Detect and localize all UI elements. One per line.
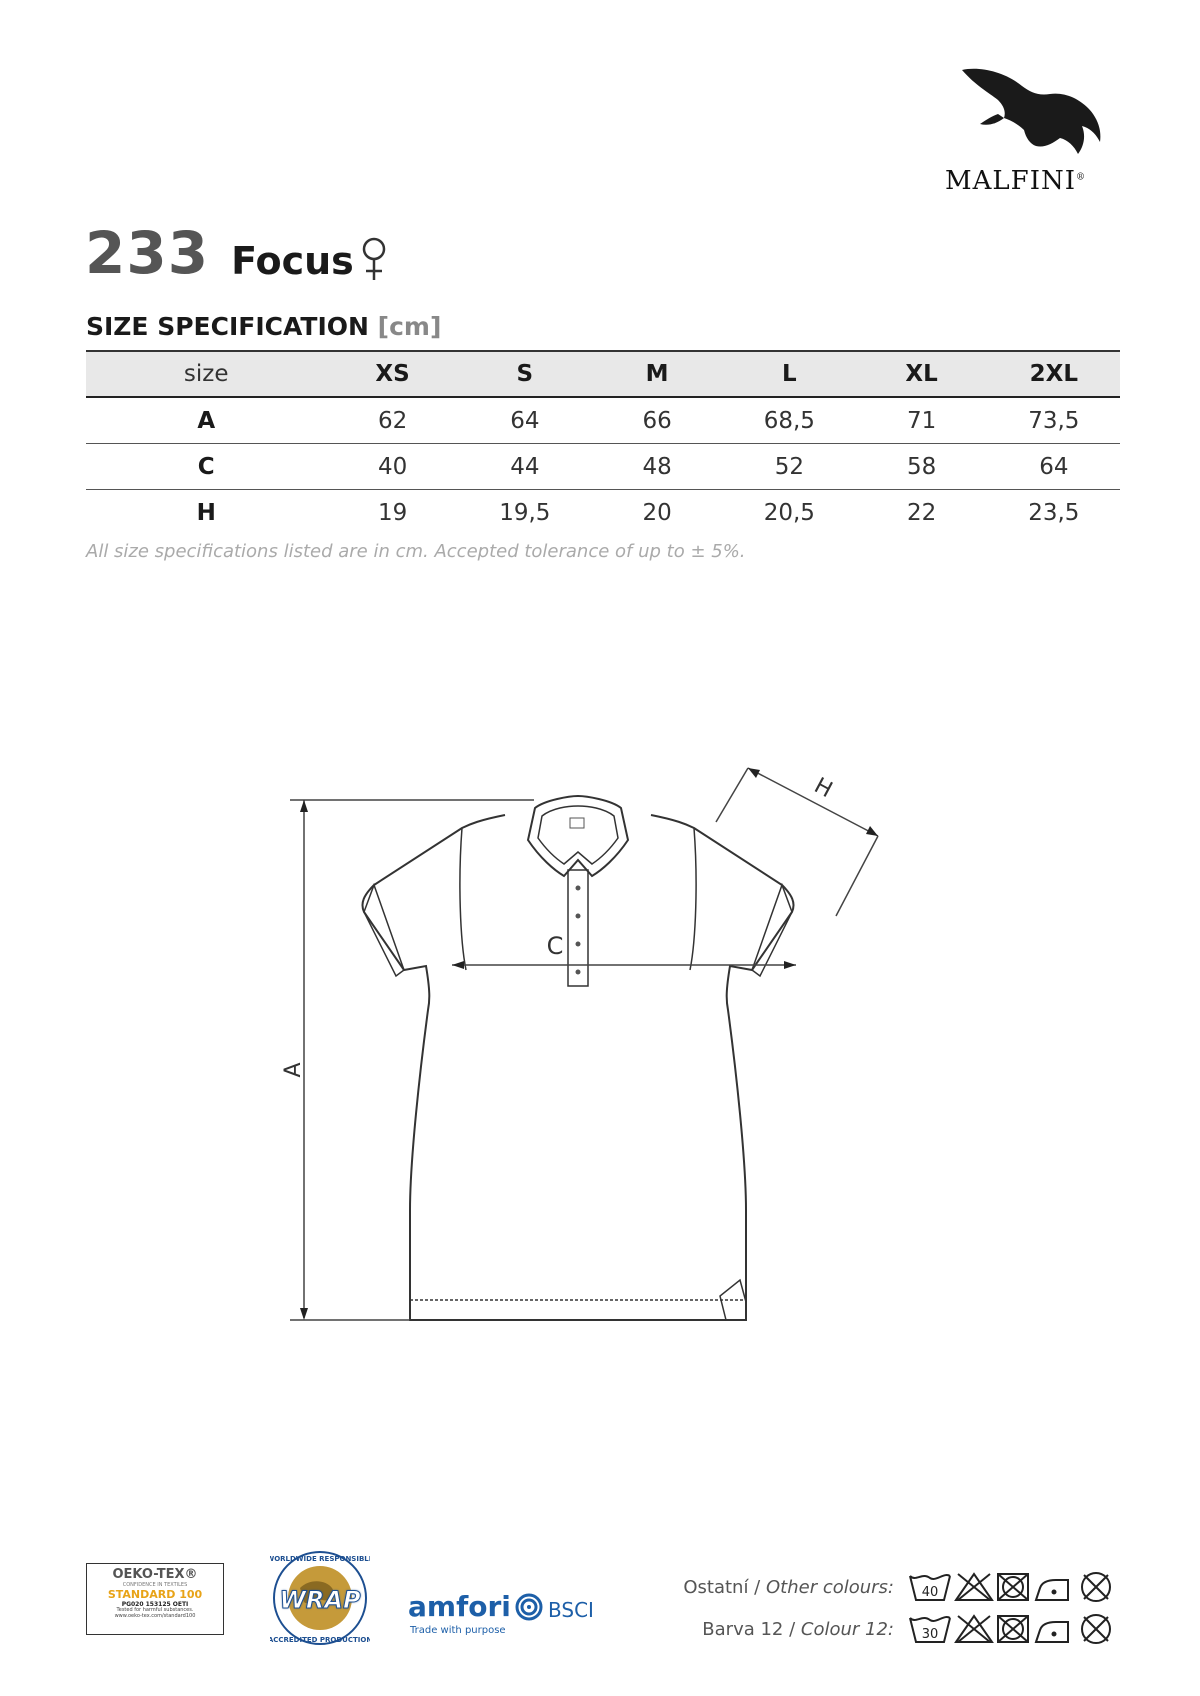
table-cell: 44 xyxy=(459,444,591,490)
wash-temp: 30 xyxy=(921,1627,939,1642)
table-row xyxy=(86,397,1120,444)
amfori-bsci-logo xyxy=(408,1590,598,1640)
table-cell: 58 xyxy=(855,444,987,490)
female-symbol-icon xyxy=(360,236,388,282)
care-label: Ostatní / Other colours: xyxy=(683,1576,894,1598)
table-header-row xyxy=(86,351,1120,397)
row-label: H xyxy=(196,499,216,526)
header-size: XL xyxy=(855,351,987,397)
product-code: 233 xyxy=(85,219,210,287)
iron-icon xyxy=(1036,1580,1068,1600)
oeko-tex-label xyxy=(86,1563,224,1635)
amfori-swirl-icon xyxy=(514,1592,544,1622)
care-symbols xyxy=(908,1612,1120,1646)
table-cell: 52 xyxy=(723,444,855,490)
header-size: S xyxy=(459,351,591,397)
no-bleach-icon xyxy=(956,1616,992,1642)
row-label: A xyxy=(86,397,326,444)
table-cell: 19,5 xyxy=(499,499,551,526)
iron-icon xyxy=(1036,1622,1068,1642)
table-cell: 20,5 xyxy=(763,499,815,526)
table-cell: 64 xyxy=(988,444,1120,490)
table-cell: 62 xyxy=(326,397,458,444)
table-cell: 73,5 xyxy=(988,397,1120,444)
oeko-number: PG020 153125 OETI xyxy=(121,1601,189,1608)
header-size: L xyxy=(723,351,855,397)
oeko-standard: STANDARD 100 xyxy=(107,1588,203,1601)
no-bleach-icon xyxy=(956,1574,992,1600)
table-cell: 48 xyxy=(591,444,723,490)
product-name: Focus xyxy=(231,239,354,283)
table-cell: 20 xyxy=(642,499,672,526)
wrap-ring-top: WORLDWIDE RESPONSIBLE xyxy=(270,1555,370,1563)
table-row xyxy=(86,490,1120,536)
table-cell: 19 xyxy=(377,499,408,526)
spec-unit: [cm] xyxy=(377,312,442,341)
amfori-tagline: Trade with purpose xyxy=(410,1625,506,1636)
care-symbols xyxy=(908,1570,1120,1604)
bsci-text: BSCI xyxy=(548,1598,594,1622)
table-cell: 23,5 xyxy=(1028,499,1080,526)
table-cell: 22 xyxy=(906,499,937,526)
no-dry-clean-icon xyxy=(1082,1573,1110,1601)
brand-name: MALFINI® xyxy=(945,166,1086,196)
no-tumble-dry-icon xyxy=(998,1616,1028,1642)
tolerance-note: All size specifications listed are in cm. Accepted tolerance of up to ± 5%. xyxy=(86,541,746,562)
table-cell: 68,5 xyxy=(723,397,855,444)
care-row-colour-12 xyxy=(702,1612,1120,1646)
size-table xyxy=(86,350,1120,535)
dimension-h-label: H xyxy=(809,773,837,804)
care-label: Barva 12 / Colour 12: xyxy=(702,1618,894,1640)
row-label: C xyxy=(86,444,326,490)
oeko-title: OEKO-TEX® xyxy=(112,1567,198,1582)
header-size-label: size xyxy=(86,351,326,397)
no-tumble-dry-icon xyxy=(998,1574,1028,1600)
dimension-c-label: C xyxy=(546,932,564,960)
amfori-name: amfori xyxy=(408,1590,511,1623)
wrap-ring-bottom: ACCREDITED PRODUCTION xyxy=(270,1636,370,1644)
oeko-url: www.oeko-tex.com/standard100 xyxy=(114,1612,196,1619)
product-title xyxy=(85,212,388,287)
care-row-other-colours xyxy=(683,1570,1120,1604)
polo-shirt-diagram xyxy=(280,740,960,1340)
header-size: XS xyxy=(326,351,458,397)
dimension-a-label: A xyxy=(281,1062,306,1078)
table-cell: 40 xyxy=(326,444,458,490)
header-size: 2XL xyxy=(988,351,1120,397)
table-cell: 71 xyxy=(855,397,987,444)
spec-heading: SIZE SPECIFICATION [cm] xyxy=(86,312,442,341)
wash-temp: 40 xyxy=(921,1585,939,1600)
table-row xyxy=(86,444,1120,490)
eagle-icon xyxy=(960,66,1110,161)
table-cell: 66 xyxy=(591,397,723,444)
table-cell: 64 xyxy=(459,397,591,444)
wrap-text: WRAP xyxy=(279,1586,361,1614)
wrap-logo xyxy=(270,1548,370,1648)
oeko-sub: CONFIDENCE IN TEXTILES xyxy=(122,1582,188,1588)
header-size: M xyxy=(591,351,723,397)
malfini-logo xyxy=(945,66,1125,196)
oeko-tested: Tested for harmful substances. xyxy=(116,1607,194,1613)
no-dry-clean-icon xyxy=(1082,1615,1110,1643)
